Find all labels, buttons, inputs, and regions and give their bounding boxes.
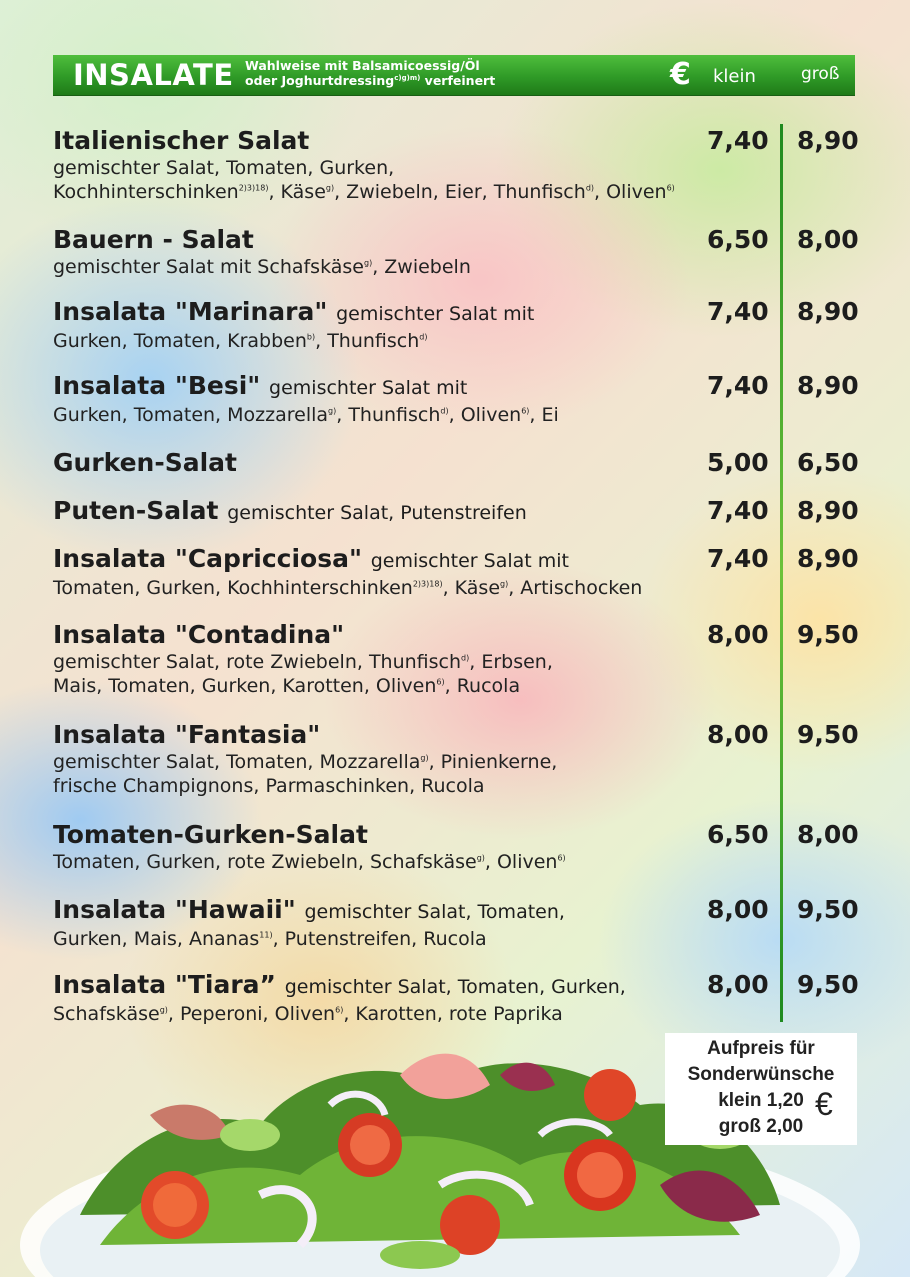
item-name: Puten-Salat gemischter Salat, Putenstreifen bbox=[53, 496, 527, 525]
price-large: 9,50 bbox=[797, 720, 859, 749]
menu-item bbox=[53, 720, 863, 798]
price-large: 9,50 bbox=[797, 970, 859, 999]
item-name: Insalata "Tiara” gemischter Salat, Tomaten, Gurken, bbox=[53, 970, 626, 999]
item-name: Insalata "Besi" gemischter Salat mit bbox=[53, 371, 468, 400]
price-small: 7,40 bbox=[707, 371, 769, 400]
price-large: 8,00 bbox=[797, 820, 859, 849]
menu-item bbox=[53, 371, 863, 427]
section-header bbox=[53, 55, 855, 95]
item-name: Gurken-Salat bbox=[53, 448, 237, 477]
price-large: 8,90 bbox=[797, 544, 859, 573]
price-large: 9,50 bbox=[797, 620, 859, 649]
menu-item bbox=[53, 496, 863, 528]
extras-price-box: Aufpreis für Sonderwünsche klein 1,20 groß 2,00 € bbox=[665, 1033, 857, 1145]
item-description: gemischter Salat, Tomaten, Gurken, Kochhinterschinken$^{2)3)18)}$, Käse$^{g)}$, Zwiebeln, Eier, Thunfisch$^{d)}$, Oliven$^{6)}$ bbox=[53, 157, 675, 203]
price-small: 7,40 bbox=[707, 496, 769, 525]
price-large: 9,50 bbox=[797, 895, 859, 924]
item-description: Gurken, Tomaten, Mozzarella$^{g)}$, Thunfisch$^{d)}$, Oliven$^{6)}$, Ei bbox=[53, 404, 559, 426]
price-small: 7,40 bbox=[707, 126, 769, 155]
price-large: 6,50 bbox=[797, 448, 859, 477]
price-small: 8,00 bbox=[707, 620, 769, 649]
item-name: Italienischer Salat bbox=[53, 126, 310, 155]
price-small: 8,00 bbox=[707, 720, 769, 749]
item-name: Insalata "Fantasia" bbox=[53, 720, 321, 749]
menu-item bbox=[53, 620, 863, 698]
column-header-small: klein bbox=[713, 66, 756, 87]
item-description: gemischter Salat, rote Zwiebeln, Thunfisch$^{d)}$, Erbsen, Mais, Tomaten, Gurken, Karotten, Oliven$^{6)}$, Rucola bbox=[53, 651, 553, 697]
item-description: gemischter Salat mit Schafskäse$^{g)}$, Zwiebeln bbox=[53, 256, 471, 278]
price-large: 8,90 bbox=[797, 371, 859, 400]
item-description: Gurken, Mais, Ananas$^{11)}$, Putenstreifen, Rucola bbox=[53, 928, 487, 950]
menu-item bbox=[53, 820, 863, 874]
column-header-large: groß bbox=[801, 64, 840, 84]
item-description: Schafskäse$^{g)}$, Peperoni, Oliven$^{6)}$, Karotten, rote Paprika bbox=[53, 1003, 563, 1025]
price-small: 7,40 bbox=[707, 544, 769, 573]
menu-item bbox=[53, 895, 863, 951]
price-large: 8,90 bbox=[797, 297, 859, 326]
price-large: 8,90 bbox=[797, 496, 859, 525]
euro-icon: € bbox=[670, 57, 691, 92]
price-small: 6,50 bbox=[707, 225, 769, 254]
item-description: Tomaten, Gurken, rote Zwiebeln, Schafskäse$^{g)}$, Oliven$^{6)}$ bbox=[53, 851, 566, 873]
menu-item bbox=[53, 544, 863, 600]
euro-icon: € bbox=[815, 1086, 833, 1122]
price-small: 8,00 bbox=[707, 895, 769, 924]
price-small: 6,50 bbox=[707, 820, 769, 849]
price-small: 5,00 bbox=[707, 448, 769, 477]
price-large: 8,00 bbox=[797, 225, 859, 254]
price-small: 7,40 bbox=[707, 297, 769, 326]
item-name: Tomaten-Gurken-Salat bbox=[53, 820, 368, 849]
price-large: 8,90 bbox=[797, 126, 859, 155]
menu-item bbox=[53, 126, 863, 204]
item-name: Insalata "Contadina" bbox=[53, 620, 345, 649]
item-name: Bauern - Salat bbox=[53, 225, 254, 254]
item-name: Insalata "Marinara" gemischter Salat mit bbox=[53, 297, 535, 326]
item-description: Gurken, Tomaten, Krabben$^{b)}$, Thunfisch$^{d)}$ bbox=[53, 330, 428, 352]
item-name: Insalata "Hawaii" gemischter Salat, Tomaten, bbox=[53, 895, 565, 924]
menu-item bbox=[53, 225, 863, 279]
price-small: 8,00 bbox=[707, 970, 769, 999]
menu-item bbox=[53, 448, 863, 478]
section-subtitle: Wahlweise mit Balsamicoessig/Öl oder Joghurtdressing$^{c)g)m)}$ verfeinert bbox=[245, 58, 496, 88]
item-description: gemischter Salat, Tomaten, Mozzarella$^{g)}$, Pinienkerne, frische Champignons, Parmaschinken, Rucola bbox=[53, 751, 558, 797]
menu-item bbox=[53, 297, 863, 353]
item-name: Insalata "Capricciosa" gemischter Salat mit bbox=[53, 544, 570, 573]
item-description: Tomaten, Gurken, Kochhinterschinken$^{2)3)18)}$, Käse$^{g)}$, Artischocken bbox=[53, 577, 643, 599]
section-title: INSALATE bbox=[73, 58, 234, 92]
